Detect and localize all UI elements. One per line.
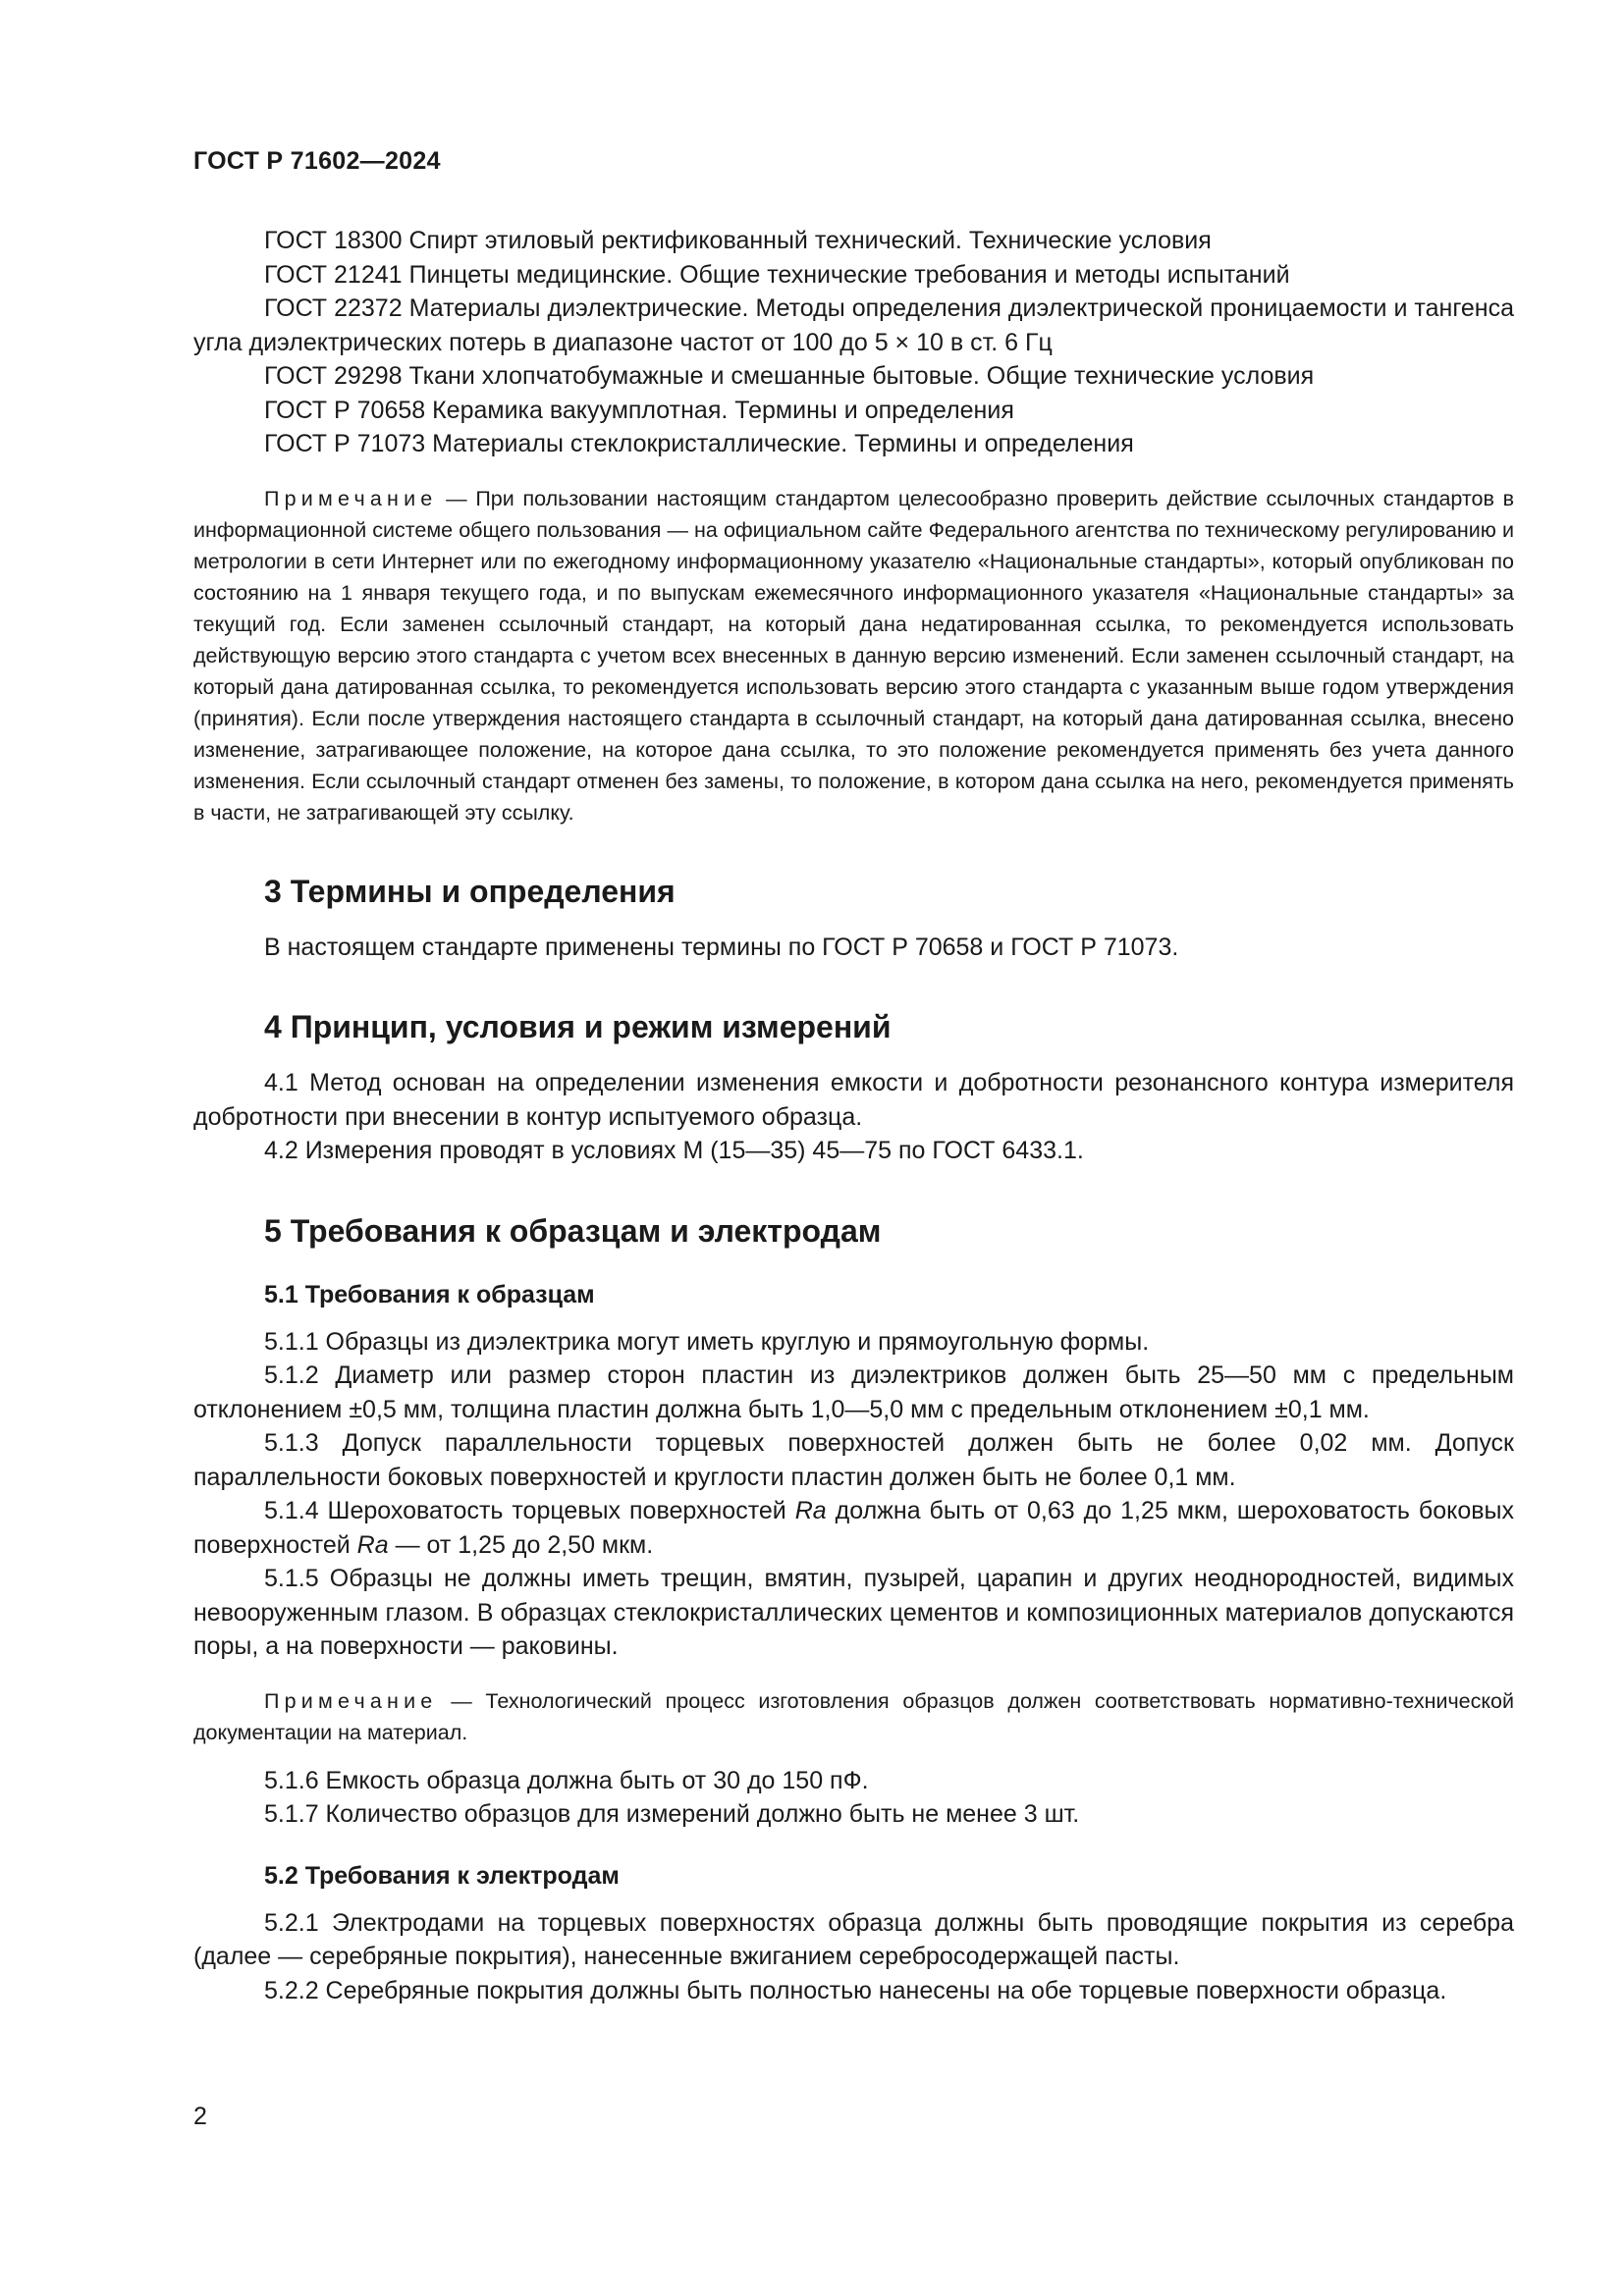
note-label: Примечание xyxy=(264,1688,438,1713)
reference-item: ГОСТ Р 71073 Материалы стеклокристаллические. Термины и определения xyxy=(264,430,1134,457)
reference-item: ГОСТ Р 70658 Керамика вакуумплотная. Термины и определения xyxy=(264,396,1014,424)
section-3-heading: 3 Термины и определения xyxy=(264,873,676,909)
reference-item: ГОСТ 29298 Ткани хлопчатобумажные и смешанные бытовые. Общие технические условия xyxy=(264,362,1315,390)
section-4-heading: 4 Принцип, условия и режим измерений xyxy=(264,1009,892,1044)
clause-4-2: 4.2 Измерения проводят в условиях М (15—35) 45—75 по ГОСТ 6433.1. xyxy=(264,1137,1084,1164)
note-label: Примечание xyxy=(264,486,438,510)
page-content xyxy=(193,224,1514,2007)
clause-5-1-7: 5.1.7 Количество образцов для измерений должно быть не менее 3 шт. xyxy=(264,1800,1080,1828)
clause-5-1-4-part: должна быть от 0,63 до 1,25 мкм, шероховатость боковых поверхностей xyxy=(193,1497,1514,1559)
ra-symbol: Ra xyxy=(794,1497,827,1524)
subsection-5-1-heading: 5.1 Требования к образцам xyxy=(264,1280,595,1308)
clause-5-1-4 xyxy=(193,1494,1514,1562)
note-text: — Технологический процесс изготовления образцов должен соответствовать нормативно-технической документации на материал. xyxy=(193,1688,1514,1744)
clause-5-1-2: 5.1.2 Диаметр или размер сторон пластин из диэлектриков должен быть 25—50 мм с предельным отклонением ±0,5 мм, толщина пластин должна быть 1,0—5,0 мм с предельным отклонением ±0,1 мм. xyxy=(193,1362,1514,1423)
clause-5-2-2: 5.2.2 Серебряные покрытия должны быть полностью нанесены на обе торцевые поверхности образца. xyxy=(264,1976,1447,2004)
clause-4-1: 4.1 Метод основан на определении изменения емкости и добротности резонансного контура измерителя добротности при внесении в контур испытуемого образца. xyxy=(193,1069,1514,1131)
reference-item: ГОСТ 22372 Материалы диэлектрические. Методы определения диэлектрической проницаемости и тангенса угла диэлектрических потерь в диапазоне частот от 100 до 5 × 10 в ст. 6 Гц xyxy=(193,294,1514,356)
section-3-text: В настоящем стандарте применены термины по ГОСТ Р 70658 и ГОСТ Р 71073. xyxy=(264,933,1179,961)
samples-note xyxy=(193,1685,1514,1748)
reference-item: ГОСТ 21241 Пинцеты медицинские. Общие технические требования и методы испытаний xyxy=(264,260,1290,289)
clause-5-1-6: 5.1.6 Емкость образца должна быть от 30 до 150 пФ. xyxy=(264,1766,869,1794)
ra-symbol: Ra xyxy=(356,1530,389,1559)
clause-5-1-1: 5.1.1 Образцы из диэлектрика могут иметь круглую и прямоугольную формы. xyxy=(264,1327,1150,1356)
clause-5-1-4-part: — от 1,25 до 2,50 мкм. xyxy=(388,1530,654,1559)
page-number: 2 xyxy=(193,2103,207,2130)
reference-item: ГОСТ 18300 Спирт этиловый ректификованный технический. Технические условия xyxy=(264,227,1212,254)
section-5-heading: 5 Требования к образцам и электродам xyxy=(264,1212,882,1249)
clause-5-1-4-part: 5.1.4 Шероховатость торцевых поверхностей xyxy=(264,1497,795,1524)
note-text: — При пользовании настоящим стандартом целесообразно проверить действие ссылочных стандартов в информационной системе общего пользования — на официальном сайте Федерального агентства по техническому регулированию и метрологии в сети Интернет или по ежегодному информационному указателю «Национальные стандарты», который опубликован по состоянию на 1 января текущего года, и по выпускам ежемесячного информационного указателя «Национальные стандарты» за текущий год. Если заменен ссылочный стандарт, на который дана недатированная ссылка, то рекомендуется использовать действующую версию этого стандарта с учетом всех внесенных в данную версию изменений. Если заменен ссылочный стандарт, на который дана датированная ссылка, то рекомендуется использовать версию этого стандарта с указанным выше годом утверждения (принятия). Если после утверждения настоящего стандарта в ссылочный стандарт, на который дана датированная ссылка, внесено изменение, затрагивающее положение, на которое дана ссылка, то это положение рекомендуется применять без учета данного изменения. Если ссылочный стандарт отменен без замены, то положение, в котором дана ссылка на него, рекомендуется применять в части, не затрагивающей эту ссылку. xyxy=(193,486,1514,825)
clause-5-2-1: 5.2.1 Электродами на торцевых поверхностях образца должны быть проводящие покрытия из серебра (далее — серебряные покрытия), нанесенные вжиганием серебросодержащей пасты. xyxy=(193,1908,1514,1970)
clause-5-1-3: 5.1.3 Допуск параллельности торцевых поверхностей должен быть не более 0,02 мм. Допуск параллельности боковых поверхностей и круглости пластин должен быть не более 0,1 мм. xyxy=(193,1429,1514,1491)
clause-5-1-5: 5.1.5 Образцы не должны иметь трещин, вмятин, пузырей, царапин и других неоднородностей, видимых невооруженным глазом. В образцах стеклокристаллических цементов и композиционных материалов допускаются поры, а на поверхности — раковины. xyxy=(193,1565,1514,1660)
subsection-5-2-heading: 5.2 Требования к электродам xyxy=(264,1861,620,1890)
standard-id-header: ГОСТ Р 71602—2024 xyxy=(193,147,441,175)
references-note xyxy=(193,483,1514,828)
normative-references-list xyxy=(193,224,1514,461)
